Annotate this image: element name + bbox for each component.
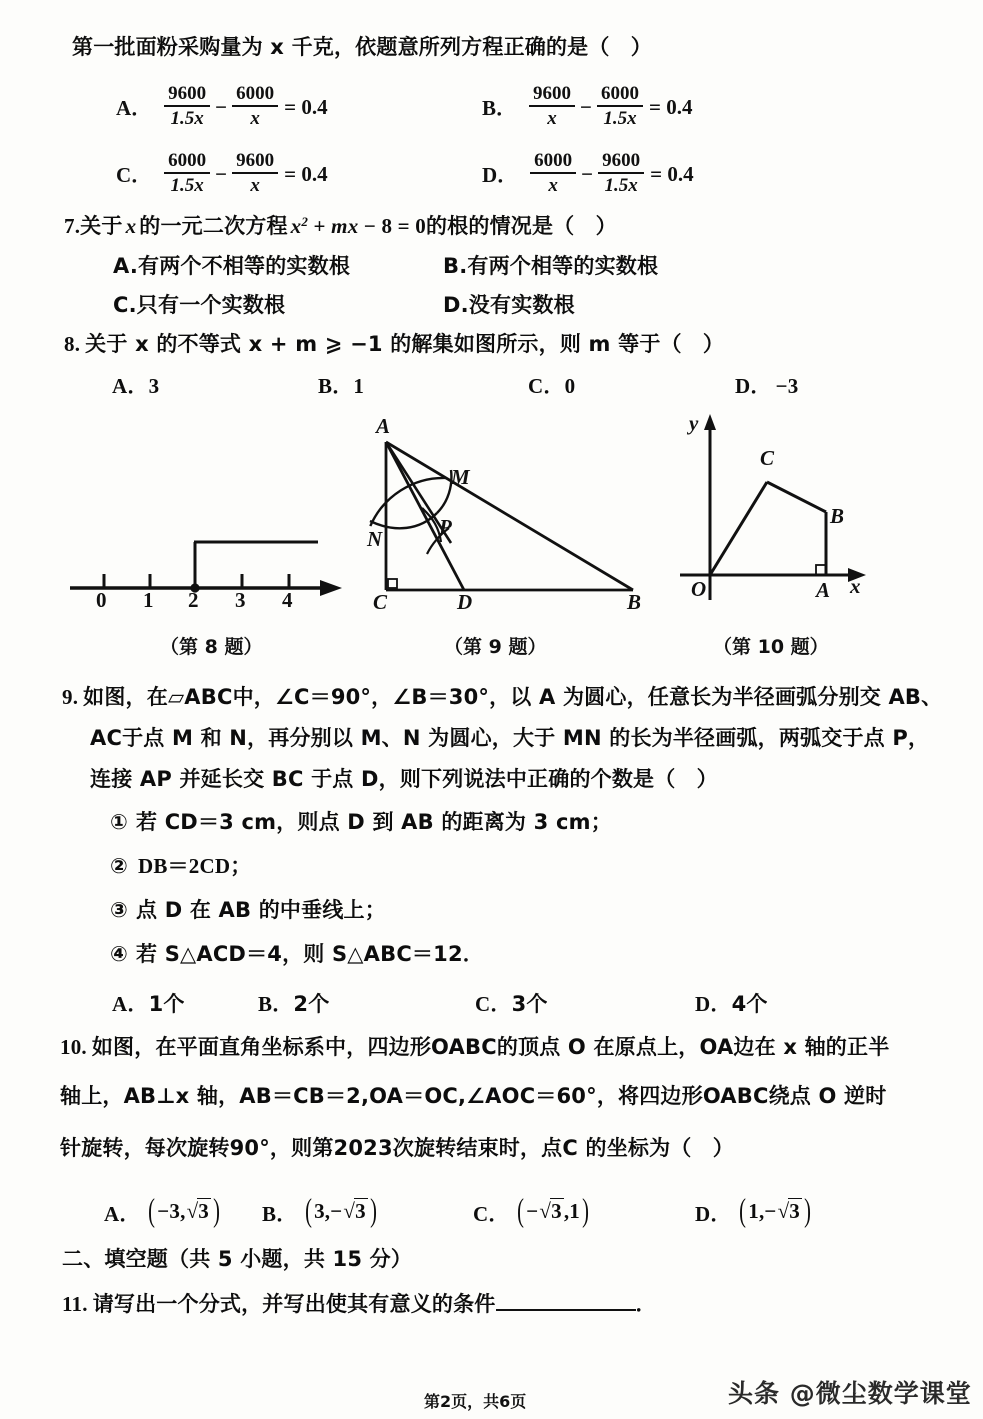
label-y-axis: y bbox=[689, 411, 699, 435]
coordinate-pair bbox=[515, 1193, 591, 1229]
minus-operator: − bbox=[580, 94, 592, 119]
minus-operator: − bbox=[215, 94, 228, 119]
label-N: N bbox=[367, 527, 383, 551]
figure-number-line bbox=[62, 530, 352, 620]
option-c-label: C． bbox=[475, 992, 512, 1016]
numerator: 6000 bbox=[232, 83, 278, 107]
question-7-option-d[interactable]: D.没有实数根 bbox=[443, 293, 575, 317]
figure-triangle-construction bbox=[365, 414, 650, 615]
tick-label-0: 0 bbox=[96, 588, 107, 612]
comma: ,− bbox=[324, 1198, 343, 1223]
option-d-value: 4个 bbox=[731, 992, 768, 1016]
tick-label-2: 2 bbox=[188, 588, 199, 612]
item-marker: ④ bbox=[110, 942, 128, 966]
fraction-2 bbox=[232, 83, 278, 129]
segment-CB bbox=[767, 482, 826, 512]
q7-equation: $x^2$ + mx − 8 = 0 bbox=[290, 213, 426, 238]
q9-line1-text: 如图，在▱ABC中，∠C＝90°，∠B＝30°，以 A 为圆心，任意长为半径画弧分别交 AB、 bbox=[83, 685, 943, 709]
numerator: 9600 bbox=[529, 83, 575, 107]
q7-stem-part-b: 的一元二次方程 bbox=[139, 214, 288, 238]
question-7-option-a[interactable]: A.有两个不相等的实数根 bbox=[113, 254, 351, 278]
option-d-label: D． bbox=[695, 992, 732, 1016]
label-D: D bbox=[457, 590, 473, 614]
q7-variable: x bbox=[125, 214, 137, 238]
item-marker: ① bbox=[110, 810, 128, 834]
question-8-number: 8. bbox=[64, 332, 81, 356]
section-2-heading: 二、填空题（共 5 小题，共 15 分） bbox=[62, 1247, 413, 1271]
fraction-1 bbox=[164, 83, 210, 129]
number-line-tick-labels bbox=[62, 588, 352, 614]
question-6-stem: 第一批面粉采购量为 x 千克，依题意所列方程正确的是（ ） bbox=[72, 35, 652, 59]
coord-x: 1 bbox=[748, 1198, 759, 1223]
option-b-label: B． bbox=[262, 1202, 298, 1226]
numerator: 6000 bbox=[530, 150, 576, 174]
q11-text: 请写出一个分式，并写出使其有意义的条件 bbox=[92, 1292, 496, 1316]
question-10-option-b[interactable] bbox=[262, 1193, 379, 1229]
comma: ,− bbox=[758, 1198, 777, 1223]
left-paren: ( bbox=[305, 1193, 312, 1229]
equation-rhs: = 0.4 bbox=[648, 94, 693, 119]
figure-caption-q10: （第 10 题） bbox=[713, 636, 829, 658]
question-9-item-2 bbox=[110, 850, 251, 880]
question-6-option-d[interactable] bbox=[482, 151, 694, 197]
tick-label-4: 4 bbox=[282, 588, 293, 612]
question-9-item-1 bbox=[110, 806, 612, 836]
q8-stem-text: 关于 x 的不等式 x + m ⩾ −1 的解集如图所示，则 m 等于（ ） bbox=[85, 332, 725, 356]
right-paren: ) bbox=[582, 1193, 590, 1229]
denominator: x bbox=[547, 108, 557, 129]
question-9-item-3 bbox=[110, 894, 386, 924]
item-text: 若 CD＝3 cm，则点 D 到 AB 的距离为 3 cm； bbox=[135, 810, 612, 834]
question-8-option-d[interactable] bbox=[735, 370, 798, 400]
question-7-number: 7. bbox=[64, 214, 81, 238]
numerator: 9600 bbox=[598, 150, 644, 174]
q11-trailing-period: ． bbox=[635, 1292, 657, 1316]
question-10-line-1 bbox=[60, 1031, 889, 1061]
equation-rhs: = 0.4 bbox=[284, 94, 328, 119]
q7-stem-part-a: 关于 bbox=[80, 214, 123, 238]
fraction-1 bbox=[529, 83, 575, 129]
watermark: 头条 @微尘数学课堂 bbox=[728, 1379, 972, 1408]
comma: , bbox=[180, 1198, 186, 1223]
comma: , bbox=[563, 1198, 570, 1223]
item-text: DB＝2CD； bbox=[137, 854, 252, 878]
fraction-2 bbox=[232, 150, 278, 196]
label-M: M bbox=[451, 465, 470, 489]
right-paren: ) bbox=[213, 1193, 221, 1229]
minus-operator: − bbox=[581, 161, 594, 186]
option-b-label: B． bbox=[258, 992, 294, 1016]
minus-sign: − bbox=[526, 1198, 539, 1223]
fraction-2 bbox=[597, 83, 643, 129]
question-7-option-c[interactable]: C.只有一个实数根 bbox=[113, 293, 286, 317]
denominator: x bbox=[548, 175, 558, 196]
item-text: 点 D 在 AB 的中垂线上； bbox=[135, 898, 386, 922]
question-7-option-b[interactable]: B.有两个相等的实数根 bbox=[443, 254, 659, 278]
item-marker: ② bbox=[110, 854, 128, 878]
denominator: 1.5x bbox=[170, 108, 204, 129]
question-8-option-b[interactable] bbox=[318, 370, 364, 400]
question-9-line-3: 连接 AP 并延长交 BC 于点 D，则下列说法中正确的个数是（ ） bbox=[90, 767, 718, 791]
label-P: P bbox=[439, 515, 452, 539]
option-c-value: 0 bbox=[564, 374, 576, 398]
label-A: A bbox=[376, 414, 391, 438]
sqrt-3: √3 bbox=[539, 1199, 562, 1223]
coord-x: −3 bbox=[157, 1198, 181, 1223]
question-10-option-d[interactable] bbox=[695, 1193, 813, 1229]
equation-rhs: = 0.4 bbox=[284, 161, 328, 186]
option-a-value: 1个 bbox=[148, 992, 185, 1016]
q7-stem-part-c: 的根的情况是（ ） bbox=[425, 214, 617, 238]
coord-x: 3 bbox=[314, 1198, 325, 1223]
right-angle-mark-C bbox=[388, 579, 397, 588]
right-paren: ) bbox=[804, 1193, 812, 1229]
numerator: 6000 bbox=[164, 150, 210, 174]
tick-label-3: 3 bbox=[235, 588, 246, 612]
segment-AB bbox=[386, 442, 633, 590]
sqrt-3: √3 bbox=[343, 1199, 366, 1223]
sqrt-3: √3 bbox=[777, 1199, 800, 1223]
option-a-value: 3 bbox=[148, 374, 160, 398]
option-b-label: B． bbox=[482, 96, 518, 120]
question-8-option-c[interactable] bbox=[528, 370, 575, 400]
right-paren: ) bbox=[369, 1193, 377, 1229]
denominator: 1.5x bbox=[604, 175, 638, 196]
label-B: B bbox=[627, 590, 642, 614]
denominator: 1.5x bbox=[170, 175, 204, 196]
option-d-value: −3 bbox=[775, 374, 799, 398]
option-a-label: A． bbox=[112, 992, 149, 1016]
option-d-label: D． bbox=[695, 1202, 732, 1226]
item-marker: ③ bbox=[110, 898, 128, 922]
question-9-option-a[interactable] bbox=[112, 988, 185, 1018]
tick-label-1: 1 bbox=[143, 588, 154, 612]
question-9-item-4 bbox=[110, 938, 484, 968]
label-origin-O: O bbox=[691, 577, 707, 601]
question-10-line-2: 轴上，AB⊥x 轴，AB＝CB＝2,OA＝OC,∠AOC＝60°，将四边形OABC绕点 O 逆时 bbox=[60, 1084, 887, 1108]
question-6-option-b[interactable] bbox=[482, 84, 692, 130]
answer-blank[interactable] bbox=[496, 1294, 636, 1311]
label-B: B bbox=[830, 504, 845, 528]
question-10-option-c[interactable] bbox=[473, 1193, 591, 1229]
option-c-label: C． bbox=[473, 1202, 510, 1226]
coordinate-pair bbox=[303, 1193, 379, 1229]
figure-caption-q8: （第 8 题） bbox=[160, 636, 263, 658]
question-11-number: 11. bbox=[62, 1292, 88, 1316]
option-d-label: D． bbox=[735, 374, 772, 398]
option-b-value: 2个 bbox=[293, 992, 330, 1016]
option-b-value: 1 bbox=[353, 374, 365, 398]
question-9-number: 9. bbox=[62, 685, 79, 709]
arc-N-side bbox=[370, 513, 437, 528]
option-a-label: A． bbox=[112, 374, 149, 398]
fraction-1 bbox=[164, 150, 210, 196]
option-c-label: C． bbox=[528, 374, 565, 398]
question-6-option-a[interactable] bbox=[116, 84, 328, 130]
coordinate-pair bbox=[737, 1193, 813, 1229]
denominator: x bbox=[250, 175, 260, 196]
left-paren: ( bbox=[148, 1193, 156, 1229]
sqrt-3: √3 bbox=[186, 1199, 209, 1223]
question-11 bbox=[62, 1288, 657, 1318]
option-d-label: D． bbox=[482, 163, 519, 187]
question-10-number: 10. bbox=[60, 1035, 87, 1059]
option-b-label: B． bbox=[318, 374, 354, 398]
numerator: 9600 bbox=[232, 150, 278, 174]
fraction-2 bbox=[598, 150, 644, 196]
question-9-option-b[interactable] bbox=[258, 988, 329, 1018]
fraction-1 bbox=[530, 150, 576, 196]
coordinate-pair bbox=[146, 1193, 222, 1229]
label-C: C bbox=[373, 590, 388, 614]
item-text: 若 S△ACD＝4，则 S△ABC＝12． bbox=[135, 942, 484, 966]
question-9-option-d[interactable] bbox=[695, 988, 768, 1018]
option-c-value: 3个 bbox=[511, 992, 548, 1016]
y-axis-arrow bbox=[704, 414, 716, 430]
left-paren: ( bbox=[739, 1193, 747, 1229]
question-8-stem bbox=[64, 328, 724, 358]
equation-rhs: = 0.4 bbox=[650, 161, 694, 186]
q10-line1-text: 如图，在平面直角坐标系中，四边形OABC的顶点 O 在原点上，OA边在 x 轴的正半 bbox=[91, 1035, 890, 1059]
question-7-stem bbox=[64, 210, 617, 240]
minus-operator: − bbox=[215, 161, 228, 186]
segment-OC bbox=[710, 482, 767, 575]
label-A: A bbox=[816, 578, 831, 602]
denominator: 1.5x bbox=[603, 108, 637, 129]
question-10-line-3: 针旋转，每次旋转90°，则第2023次旋转结束时，点C 的坐标为（ ） bbox=[60, 1136, 734, 1160]
question-9-line-2: AC于点 M 和 N，再分别以 M、N 为圆心，大于 MN 的长为半径画弧，两弧交于点 P， bbox=[90, 726, 930, 750]
label-C: C bbox=[760, 446, 775, 470]
question-9-option-c[interactable] bbox=[475, 988, 548, 1018]
option-a-label: A． bbox=[104, 1202, 141, 1226]
label-x-axis: x bbox=[850, 574, 861, 598]
option-c-label: C． bbox=[116, 163, 153, 187]
denominator: x bbox=[250, 108, 260, 129]
left-paren: ( bbox=[517, 1193, 525, 1229]
numerator: 6000 bbox=[597, 83, 643, 107]
question-10-option-a[interactable] bbox=[104, 1193, 222, 1229]
triangle-svg bbox=[365, 420, 650, 615]
figure-coordinate-plane bbox=[680, 412, 880, 622]
figure-caption-q9: （第 9 题） bbox=[444, 636, 547, 658]
option-a-label: A． bbox=[116, 96, 153, 120]
question-6-option-c[interactable] bbox=[116, 151, 328, 197]
question-8-option-a[interactable] bbox=[112, 370, 159, 400]
page-number-footer: 第2页，共6页 bbox=[424, 1392, 527, 1411]
numerator: 9600 bbox=[164, 83, 210, 107]
coord-y: 1 bbox=[569, 1198, 580, 1223]
question-9-line-1 bbox=[62, 681, 942, 711]
